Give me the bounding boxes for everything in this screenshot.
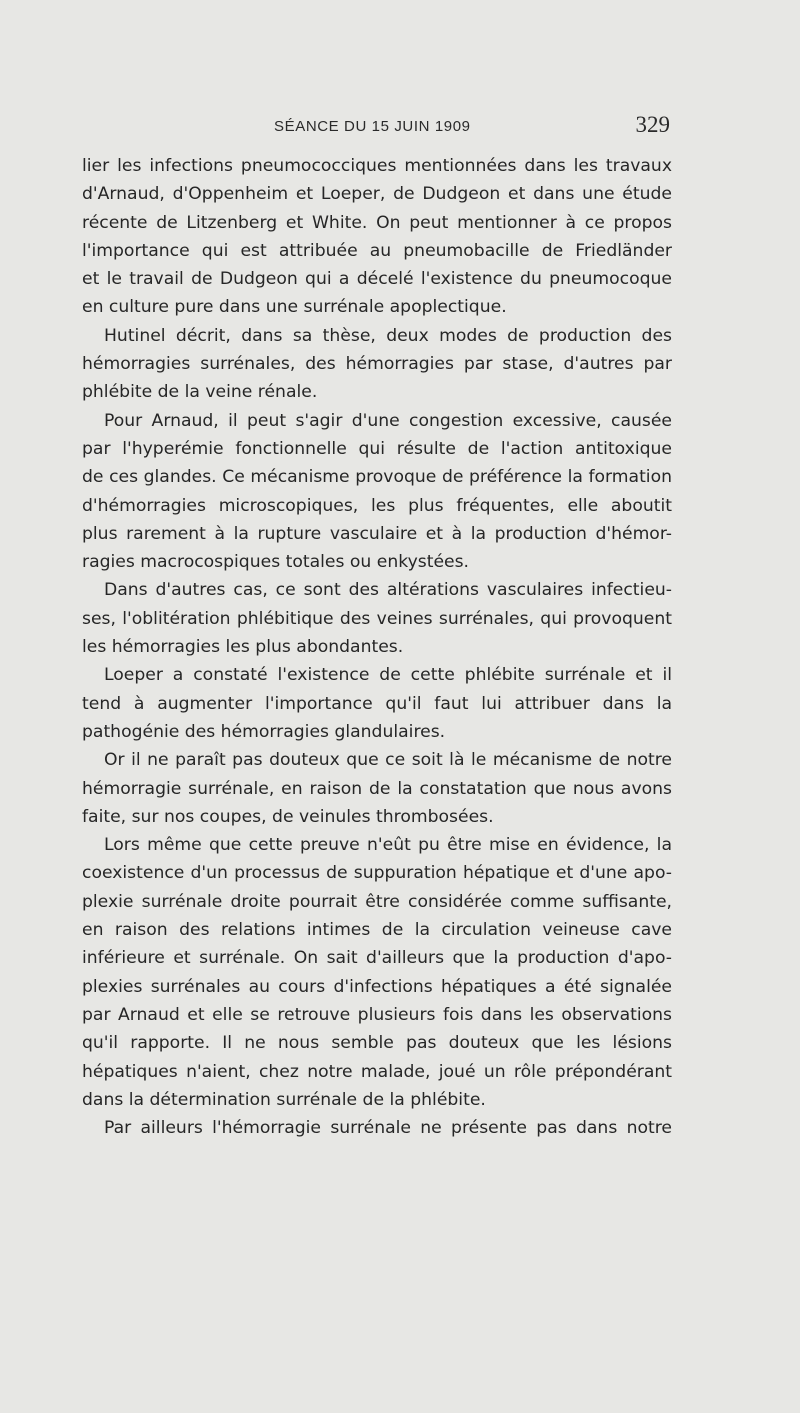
text-line: phlébite de la veine rénale. (82, 382, 318, 403)
text-line: Or il ne paraît pas douteux que ce soit là le mécanisme de notre (104, 750, 672, 771)
text-line: pathogénie des hémorragies glandulaires. (82, 721, 446, 742)
page-header (82, 112, 670, 142)
text-line: tend à augmenter l'importance qu'il faut lui attribuer dans la (82, 693, 672, 714)
text-line: l'importance qui est attribuée au pneumobacille de Friedländer (82, 240, 672, 261)
text-line: Loeper a constaté l'existence de cette phlébite surrénale et il (104, 665, 672, 686)
text-line: faite, sur nos coupes, de veinules thrombosées. (82, 806, 494, 827)
body-text (82, 152, 672, 1142)
text-line: Lors même que cette preuve n'eût pu être mise en évidence, la (104, 835, 672, 856)
text-line: plexies surrénales au cours d'infections hépatiques a été signalée (82, 976, 672, 997)
text-line: d'hémorragies microscopiques, les plus fréquentes, elle aboutit (82, 495, 672, 516)
text-line: dans la détermination surrénale de la phlébite. (82, 1089, 486, 1110)
text-line: hémorragies surrénales, des hémorragies par stase, d'autres par (82, 354, 672, 375)
text-line: ses, l'oblitération phlébitique des veines surrénales, qui provoquent (82, 608, 672, 629)
text-line: d'Arnaud, d'Oppenheim et Loeper, de Dudgeon et dans une étude (82, 184, 672, 205)
text-line: par Arnaud et elle se retrouve plusieurs fois dans les observations (82, 1004, 672, 1025)
text-line: qu'il rapporte. Il ne nous semble pas douteux que les lésions (82, 1033, 672, 1054)
text-line: hépatiques n'aient, chez notre malade, joué un rôle prépondérant (82, 1061, 672, 1082)
text-line: par l'hyperémie fonctionnelle qui résulte de l'action antitoxique (82, 438, 672, 459)
running-head: SÉANCE DU 15 JUIN 1909 (274, 118, 471, 135)
text-line: inférieure et surrénale. On sait d'ailleurs que la production d'apo- (82, 948, 672, 969)
page-number: 329 (635, 112, 670, 137)
text-line: Pour Arnaud, il peut s'agir d'une congestion excessive, causée (104, 410, 672, 431)
text-line: hémorragie surrénale, en raison de la constatation que nous avons (82, 778, 672, 799)
text-line: plus rarement à la rupture vasculaire et à la production d'hémor- (82, 523, 672, 544)
text-line: coexistence d'un processus de suppuration hépatique et d'une apo- (82, 863, 672, 884)
text-line: Par ailleurs l'hémorragie surrénale ne présente pas dans notre (104, 1118, 672, 1139)
text-line: les hémorragies les plus abondantes. (82, 637, 404, 658)
text-line: et le travail de Dudgeon qui a décelé l'existence du pneumocoque (82, 269, 672, 290)
text-line: en culture pure dans une surrénale apoplectique. (82, 297, 507, 318)
text-line: ragies macrocospiques totales ou enkystées. (82, 552, 470, 573)
text-line: lier les infections pneumococciques mentionnées dans les travaux (82, 156, 672, 176)
text-line: récente de Litzenberg et White. On peut mentionner à ce propos (82, 212, 672, 233)
text-line: de ces glandes. Ce mécanisme provoque de préférence la formation (82, 467, 672, 488)
text-line: plexie surrénale droite pourrait être considérée comme suffisante, (82, 891, 672, 912)
text-line: en raison des relations intimes de la circulation veineuse cave (82, 920, 672, 941)
text-line: Dans d'autres cas, ce sont des altérations vasculaires infectieu- (104, 580, 672, 601)
text-line: Hutinel décrit, dans sa thèse, deux modes de production des (104, 325, 672, 346)
